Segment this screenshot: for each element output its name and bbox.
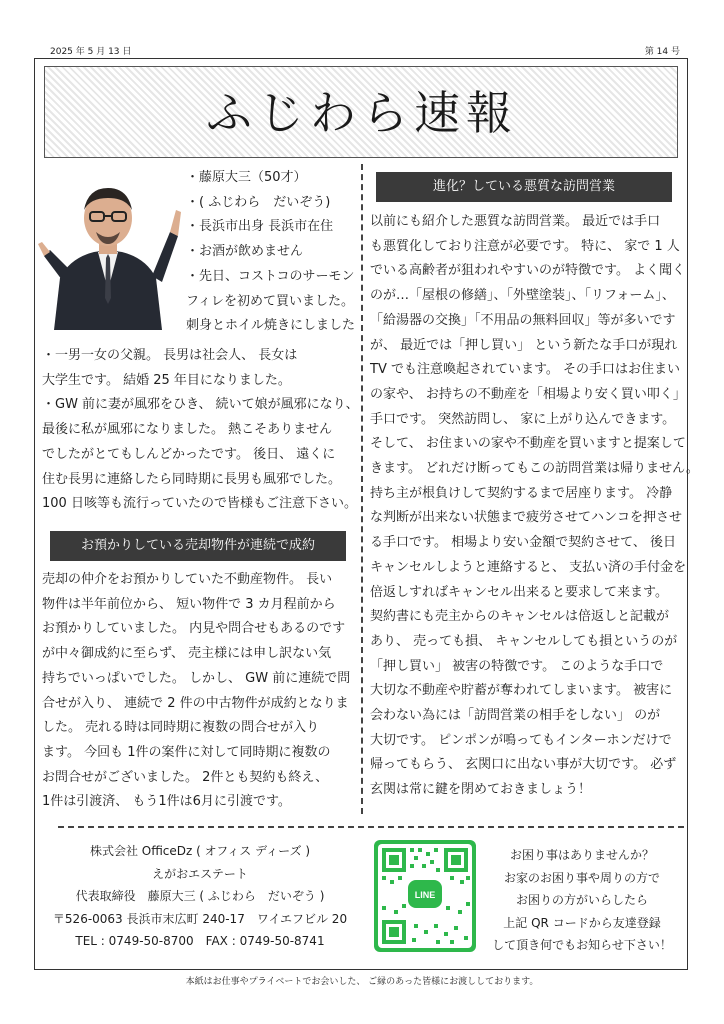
sales-line: 持ちでいっぱいでした。 しかし、 GW 前に連続で問	[42, 670, 351, 686]
company-line: TEL : 0749-50-8700 FAX : 0749-50-8741	[75, 934, 325, 948]
company-line: えがおエステート	[152, 866, 248, 881]
visit-sales-line: 倍返しすればキャンセル出来ると要求して来ます。	[370, 584, 668, 600]
sales-line: 合せが入り、 連続で 2 件の中古物件が成約となりま	[42, 695, 349, 711]
profile-line: ・( ふじわら だいぞう)	[186, 194, 331, 210]
newsletter-title: ふじわら速報	[206, 86, 518, 140]
visit-sales-line: TV でも注意喚起されています。 その手口はお住まい	[370, 362, 681, 378]
family-line: でしたがとてもしんどかったです。 後日、 遠くに	[42, 446, 336, 462]
sales-line: が中々御成約に至らず、 売主様には申し訳ない気	[42, 646, 332, 662]
sales-line: 1件は引渡済、 もう1件は6月に引渡です。	[42, 794, 291, 810]
visit-sales-line: が、 最近では「押し買い」 という新たな手口が現れ	[370, 337, 678, 353]
section-heading-sales: お預かりしている売却物件が連続で成約	[50, 531, 346, 561]
help-line: お困りの方がいらしたら	[515, 893, 648, 907]
line-qr-code[interactable]	[374, 840, 476, 952]
visit-sales-line: 契約書にも売主からのキャンセルは倍返しと記載が	[370, 609, 670, 625]
visit-sales-line: きます。 どれだけ断ってもこの訪問営業は帰りません。	[370, 461, 699, 476]
visit-sales-line: 大切な不動産や貯蓄が奪われてしまいます。 被害に	[370, 683, 673, 699]
visit-sales-line: る手口です。 相場より安い金額で契約させて、 後日	[370, 535, 676, 551]
company-info	[40, 840, 360, 953]
visit-sales-line: 以前にも紹介した悪質な訪問営業。 最近では手口	[370, 214, 661, 229]
family-line: ・一男一女の父親。 長男は社会人、 長女は	[42, 348, 298, 363]
line-logo-text: LINE	[414, 890, 436, 900]
family-line: 最後に私が風邪になりました。 熱こそありません	[42, 422, 333, 438]
family-line: ・GW 前に妻が風邪をひき、 続いて娘が風邪になり、	[42, 397, 359, 413]
visit-sales-line: 帰ってもらう、 玄関口に出ない事が大切です。 必ず	[370, 757, 677, 773]
family-line: 100 日咳等も流行っていたので皆様もご注意下さい。	[42, 496, 357, 512]
visit-sales-line: そして、 お住まいの家や不動産を買いますと提案して	[370, 436, 686, 452]
company-line: 代表取締役 藤原大三 ( ふじわら だいぞう )	[75, 889, 325, 903]
visit-sales-line: の家や、 お持ちの不動産を「相場より安く買い叩く」	[370, 386, 686, 402]
sales-line: ます。 今回も 1件の案件に対して同時期に複数の	[42, 744, 331, 760]
profile-line: ・藤原大三（50才）	[186, 170, 307, 185]
issue-number: 第 14 号	[644, 47, 680, 57]
profile-line: ・お酒が飲めません	[186, 244, 304, 260]
title-banner	[44, 66, 678, 158]
visit-sales-line: 「給湯器の交換」「不用品の無料回収」等が多いです	[370, 312, 676, 328]
footer-note: 本紙はお仕事やプライベートでお会いした、 ご縁のあった皆様にお渡ししております。	[185, 977, 539, 987]
sales-line: 物件は半年前位から、 短い物件で 3 カ月程前から	[42, 596, 336, 612]
visit-sales-line: 「押し買い」 被害の特徴です。 このような手口で	[370, 658, 664, 674]
visit-sales-line: のが…「屋根の修繕」、「外壁塗装」、「リフォーム」、	[370, 288, 675, 304]
section-heading-visit-sales: 進化？している悪質な訪問営業	[376, 172, 672, 202]
visit-sales-line: 手口です。 突然訪問し、 家に上がり込んできます。	[370, 411, 676, 427]
profile-line: フィレを初めて買いました。	[186, 293, 354, 309]
help-line: お困り事はありませんか？	[509, 848, 654, 862]
visit-sales-line: キャンセルしようと連絡すると、 支払い済の手付金を	[370, 559, 687, 575]
profile-line: ・先日、コストコのサーモン	[186, 268, 355, 284]
visit-sales-line: も悪質化しており注意が必要です。 特に、 家で 1 人	[370, 238, 680, 254]
sales-line: お問合せがございました。 2件とも契約も終え、	[42, 769, 329, 785]
help-message	[480, 844, 684, 957]
footer-divider	[58, 826, 684, 828]
family-line: 大学生です。 結婚 25 年目になりました。	[42, 372, 291, 388]
help-line: 上記 QR コードから友達登録	[503, 915, 661, 930]
family-line: 住む長男に連絡したら同時期に長男も風邪でした。	[42, 471, 342, 487]
visit-sales-line: でいる高齢者が狙われやすいのが特徴です。 よく聞く	[370, 263, 686, 279]
portrait-photo	[36, 170, 184, 330]
profile-line: ・長浜市出身 長浜市在住	[186, 219, 334, 235]
help-line: して頂き何でもお知らせ下さい！	[492, 938, 672, 952]
issue-date: 2025 年 5 月 13 日	[50, 47, 132, 57]
visit-sales-line: な判断が出来ない状態まで疲労させてハンコを押させ	[370, 510, 683, 526]
visit-sales-line: 会わない為には「訪問営業の相手をしない」 のが	[370, 708, 661, 723]
visit-sales-line: 玄関は常に鍵を閉めておきましょう！	[370, 782, 592, 798]
visit-sales-line: あり、 売っても損、 キャンセルしても損というのが	[370, 633, 678, 649]
sales-line: お預かりしていました。 内見や問合せもあるのです	[42, 621, 346, 637]
column-divider	[361, 164, 363, 814]
sales-line: 売却の仲介をお預かりしていた不動産物件。 長い	[42, 572, 333, 587]
profile-line: 刺身とホイル焼きにしました	[186, 318, 356, 334]
company-line: 〒526-0063 長浜市末広町 240-17 ワイエフビル 20	[52, 911, 348, 926]
company-line: 株式会社 OfficeDz ( オフィス ディーズ )	[89, 844, 311, 858]
help-line: お家のお困り事や周りの方で	[503, 870, 660, 885]
visit-sales-line: 大切です。 ピンポンが鳴ってもインターホンだけで	[370, 732, 672, 748]
sales-line: した。 売れる時は同時期に複数の問合せが入り	[42, 720, 320, 736]
visit-sales-line: 持ち主が根負けして契約するまで居座ります。 冷静	[370, 485, 673, 501]
